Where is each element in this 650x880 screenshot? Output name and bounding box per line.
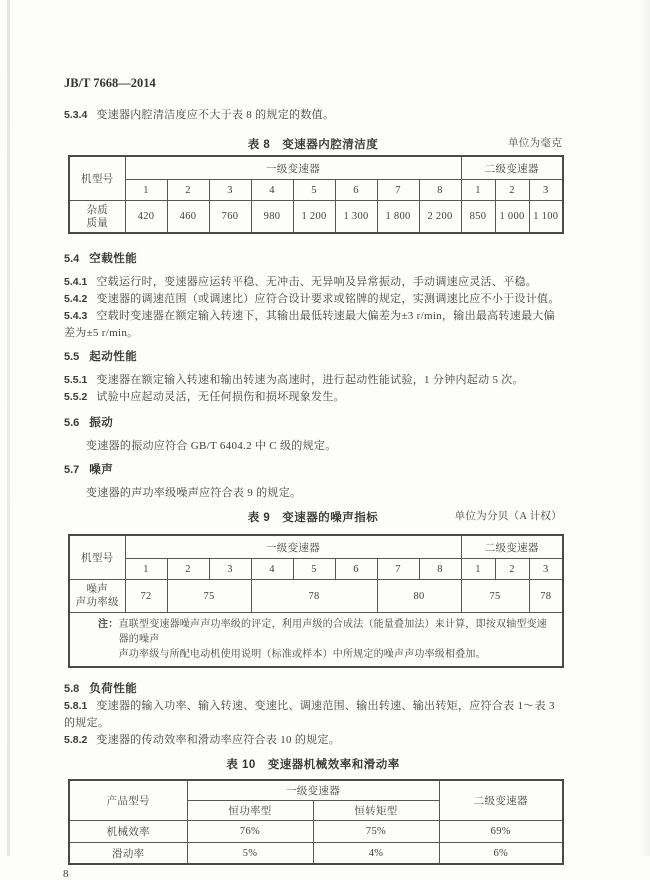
heading-5-7: 5.7 噪声: [64, 464, 114, 476]
col-num: 5: [293, 559, 335, 580]
clause-5-4-1: 5.4.1 空载运行时，变速器应运转平稳、无冲击、无异响及异常振动，手动调速应灵活、平稳。: [64, 276, 538, 288]
header-product: 产品型号: [69, 780, 187, 821]
clause-5-8-2: 5.8.2 变速器的传动效率和滑动率应符合表 10 的规定。: [64, 734, 341, 746]
table-9-caption: 表 9 变速器的噪声指标: [247, 512, 379, 524]
clause-text: 变速器内腔清洁度应不大于表 8 的规定的数值。: [96, 109, 335, 121]
col-num: 2: [167, 559, 209, 580]
col-num: 7: [377, 559, 419, 580]
table-9-caption-row: [64, 509, 562, 525]
col-num: 5: [293, 180, 335, 201]
header-group1: 一级变速器: [125, 535, 461, 559]
cell-value: 78: [251, 580, 377, 613]
clause-5-4-2: 5.4.2 变速器的调速范围（或调速比）应符合设计要求或铭牌的规定，实测调速比应不小于设计值。: [64, 293, 560, 305]
table-9-unit-note: 单位为分贝（A 计权）: [454, 511, 562, 522]
table-row: [69, 580, 563, 613]
note-label: 注：: [98, 619, 119, 630]
cell-value: 75: [167, 580, 251, 613]
cell-value: 1 100: [529, 201, 563, 234]
row-label: 杂质 质量: [69, 201, 125, 234]
col-num: 2: [167, 180, 209, 201]
table-row: [69, 535, 563, 559]
paragraph-5-7: 变速器的声功率级噪声应符合表 9 的规定。: [86, 487, 302, 499]
row-label: 噪声 声功率级: [69, 580, 125, 613]
col-num: 2: [495, 180, 529, 201]
table-row: [69, 180, 563, 201]
col-num: 3: [209, 559, 251, 580]
cell-value: 69%: [439, 821, 563, 843]
col-num: 8: [419, 559, 461, 580]
clause-5-3-4: [64, 107, 562, 124]
table-8-unit-note: 单位为毫克: [508, 138, 562, 149]
cell-value: 75: [461, 580, 529, 613]
col-num: 4: [251, 180, 293, 201]
col-num: 8: [419, 180, 461, 201]
cell-value: 72: [125, 580, 167, 613]
paragraph-5-6: 变速器的振动应符合 GB/T 6404.2 中 C 级的规定。: [86, 440, 337, 452]
cell-value: 6%: [439, 843, 563, 865]
cell-value: 980: [251, 201, 293, 234]
cell-value: 1 800: [377, 201, 419, 234]
col-num: 3: [209, 180, 251, 201]
row-label: 机械效率: [69, 821, 187, 843]
col-num: 1: [125, 180, 167, 201]
table-row: [69, 821, 563, 843]
table-row: [69, 843, 563, 865]
table-row: [69, 156, 563, 180]
col-num: 6: [335, 180, 377, 201]
cell-value: 80: [377, 580, 461, 613]
heading-5-5: 5.5 起动性能: [64, 351, 138, 363]
clause-5-8-1: 5.8.1 变速器的输入功率、输入转速、变速比、调速范围、输出转速、输出转矩，应符合表 1～表 3 的规定。: [64, 700, 555, 729]
cell-value: 1 000: [495, 201, 529, 234]
col-num: 1: [461, 180, 495, 201]
cell-value: 76%: [187, 821, 313, 843]
note-text: 直联型变速器噪声声功率级的评定，利用声级的合成法（能量叠加法）来计算，即按双轴型变速器的噪声 声功率级与所配电动机使用说明（标准或样本）中所规定的噪声声功率级相叠加。: [118, 619, 548, 660]
scan-edge-right: [640, 0, 650, 856]
cell-value: 1 200: [293, 201, 335, 234]
cell-value: 760: [209, 201, 251, 234]
page-number: 8: [63, 868, 69, 880]
heading-5-6: 5.6 振动: [64, 417, 114, 429]
cell-value: 78: [529, 580, 563, 613]
cell-value: 75%: [313, 821, 439, 843]
table-row: [69, 201, 563, 234]
heading-5-4: 5.4 空载性能: [64, 253, 138, 265]
document-page: [64, 0, 562, 880]
clause-5-4-3: 5.4.3 空载时变速器在额定输入转速下，其输出最低转速最大偏差为±3 r/min，输出最高转速最大偏差为±5 r/min。: [64, 310, 555, 339]
table-8-cleanliness: [68, 155, 564, 234]
table-8-caption-row: [64, 136, 562, 152]
col-num: 3: [529, 180, 563, 201]
header-model: 机型号: [69, 156, 125, 201]
table-10-caption-row: [64, 756, 562, 772]
table-9-noise: [68, 534, 564, 668]
cell-value: 460: [167, 201, 209, 234]
header-group1: 一级变速器: [125, 156, 461, 180]
col-num: 2: [495, 559, 529, 580]
col-num: 1: [125, 559, 167, 580]
header-group2: 二级变速器: [439, 780, 563, 821]
header-model: 机型号: [69, 535, 125, 580]
standard-number: JB/T 7668—2014: [64, 76, 156, 90]
row-label: 滑动率: [69, 843, 187, 865]
header-group1: 一级变速器: [187, 780, 439, 801]
header-group2: 二级变速器: [461, 535, 563, 559]
header-sub2: 恒转矩型: [313, 801, 439, 821]
scan-edge-left: [7, 0, 10, 856]
col-num: 1: [461, 559, 495, 580]
table-row: [69, 559, 563, 580]
cell-value: 5%: [187, 843, 313, 865]
cell-value: 2 200: [419, 201, 461, 234]
col-num: 3: [529, 559, 563, 580]
cell-value: 4%: [313, 843, 439, 865]
cell-value: 420: [125, 201, 167, 234]
table-8-caption: 表 8 变速器内腔清洁度: [247, 139, 379, 151]
col-num: 4: [251, 559, 293, 580]
header-sub1: 恒功率型: [187, 801, 313, 821]
table-row: [69, 780, 563, 801]
table-note: [98, 617, 554, 662]
table-10-caption: 表 10 变速器机械效率和滑动率: [226, 759, 400, 771]
clause-number: 5.3.4: [64, 109, 88, 121]
header-group2: 二级变速器: [461, 156, 563, 180]
heading-5-8: 5.8 负荷性能: [64, 683, 138, 695]
col-num: 7: [377, 180, 419, 201]
col-num: 6: [335, 559, 377, 580]
table-10-efficiency: [68, 779, 564, 865]
cell-value: 850: [461, 201, 495, 234]
table-note-row: [69, 613, 563, 668]
clause-5-5-2: 5.5.2 试验中应起动灵活，无任何损伤和损坏现象发生。: [64, 391, 345, 403]
cell-value: 1 300: [335, 201, 377, 234]
clause-5-5-1: 5.5.1 变速器在额定输入转速和输出转速为高速时，进行起动性能试验，1 分钟内起动 5 次。: [64, 374, 524, 386]
